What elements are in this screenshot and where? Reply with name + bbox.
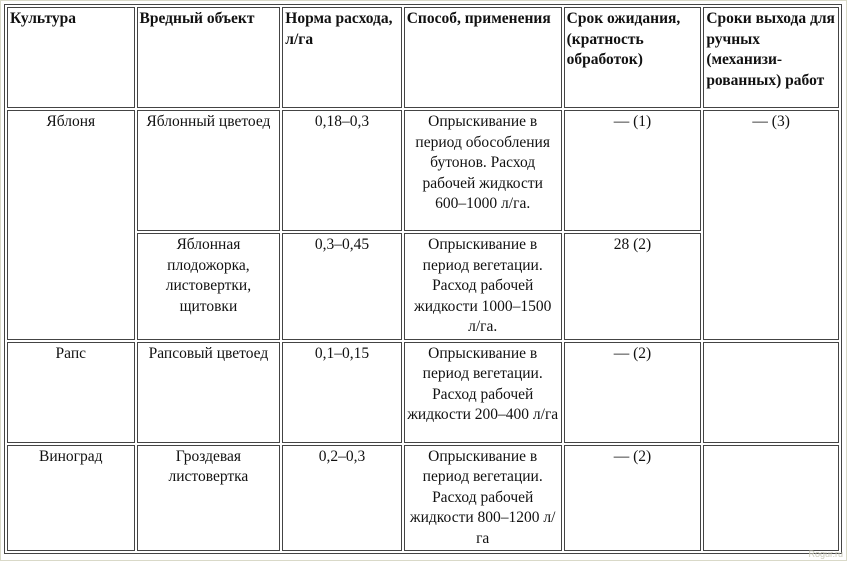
cell-method: Опрыскивание в период обособления бутонов. Расход рабочей жидкости 600–1000 л/га. [404, 110, 562, 231]
table-row [7, 110, 839, 231]
cell-rate: 0,18–0,3 [282, 110, 401, 231]
watermark-text: Rogur.ru [808, 549, 843, 559]
pesticide-regulation-table [4, 4, 842, 554]
cell-pest: Яблонный цветоед [137, 110, 281, 231]
cell-rate: 0,3–0,45 [282, 233, 401, 340]
cell-method: Опрыскивание в период вегетации. Расход рабочей жидкости 200–400 л/га [404, 342, 562, 443]
cell-culture: Рапс [7, 342, 135, 443]
cell-wait: — (2) [564, 342, 702, 443]
cell-release [703, 445, 839, 552]
cell-culture: Виноград [7, 445, 135, 552]
header-pest: Вредный объект [137, 7, 281, 108]
cell-release: — (3) [703, 110, 839, 340]
cell-pest: Гроздевая листовертка [137, 445, 281, 552]
header-culture: Культура [7, 7, 135, 108]
cell-rate: 0,2–0,3 [282, 445, 401, 552]
cell-rate: 0,1–0,15 [282, 342, 401, 443]
cell-culture: Яблоня [7, 110, 135, 340]
header-release: Сроки выхода для ручных (механизи-рованных) работ [703, 7, 839, 108]
cell-wait: — (2) [564, 445, 702, 552]
cell-wait: — (1) [564, 110, 702, 231]
table-row [7, 342, 839, 443]
cell-release [703, 342, 839, 443]
cell-pest: Рапсовый цветоед [137, 342, 281, 443]
cell-method: Опрыскивание в период вегетации. Расход рабочей жидкости 800–1200 л/га [404, 445, 562, 552]
header-rate: Норма расхода, л/га [282, 7, 401, 108]
table-header-row [7, 7, 839, 108]
header-method: Способ, применения [404, 7, 562, 108]
cell-wait: 28 (2) [564, 233, 702, 340]
table-row [7, 445, 839, 552]
cell-pest: Яблонная плодожорка, листовертки, щитовки [137, 233, 281, 340]
header-wait: Срок ожидания, (кратность обработок) [564, 7, 702, 108]
cell-method: Опрыскивание в период вегетации. Расход рабочей жидкости 1000–1500 л/га. [404, 233, 562, 340]
